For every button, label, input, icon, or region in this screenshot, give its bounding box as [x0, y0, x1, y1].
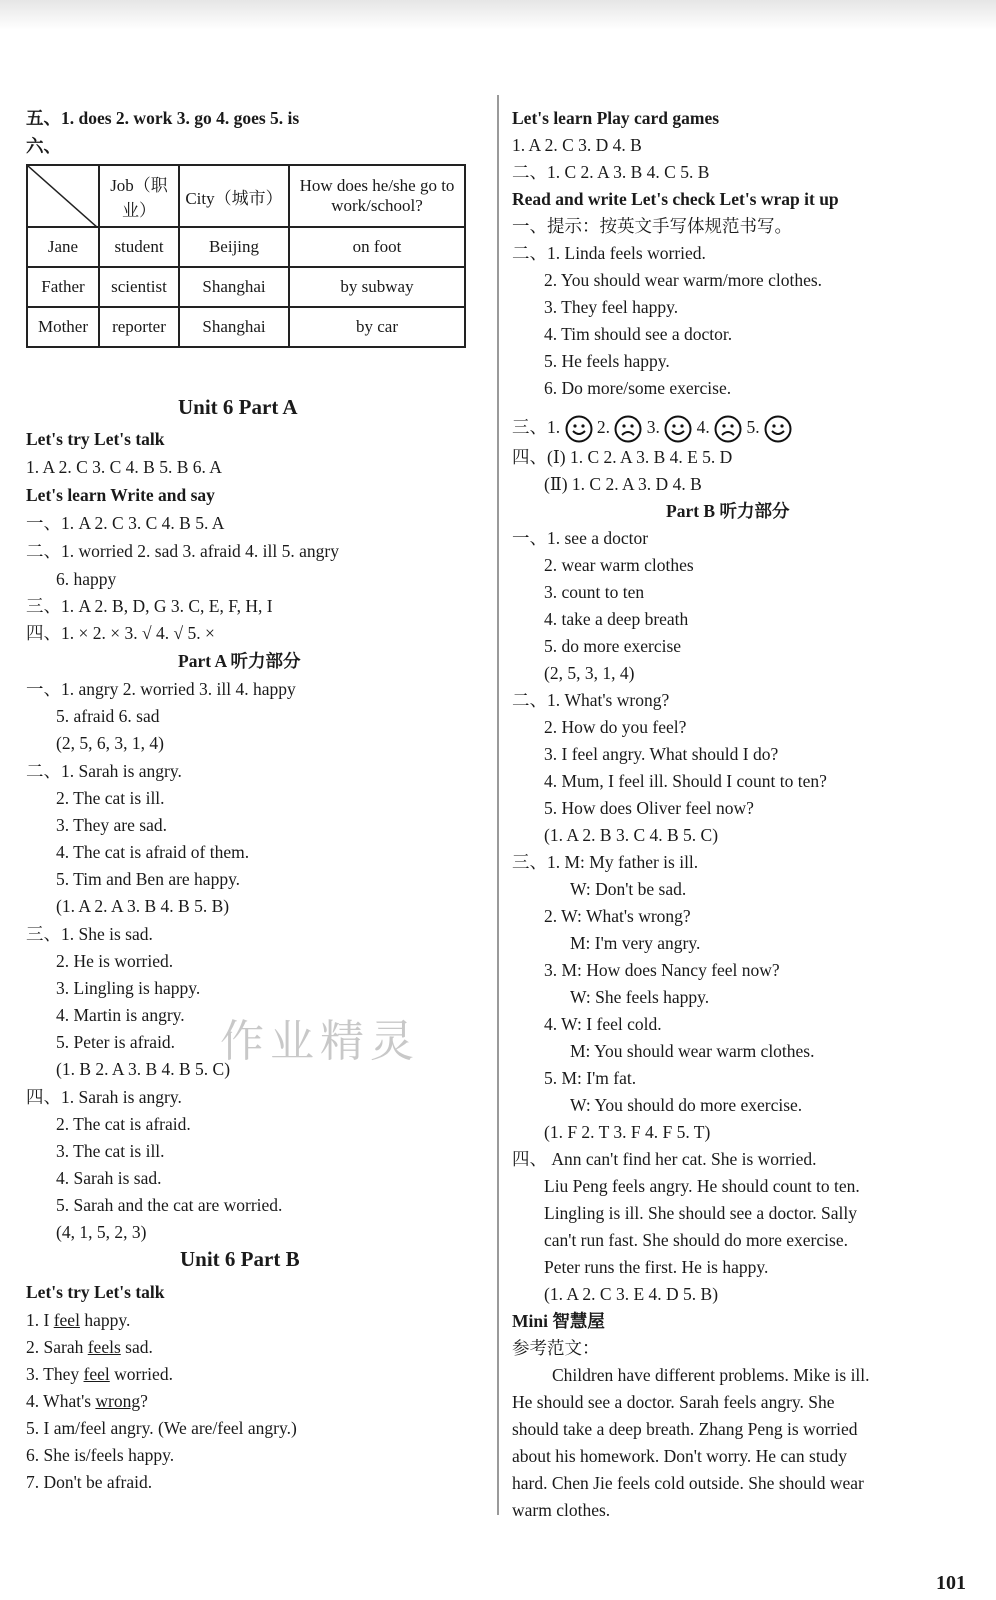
answer-line: W: She feels happy.: [570, 987, 710, 1007]
sad-face-icon: [614, 415, 642, 443]
cell: scientist: [99, 267, 179, 307]
answer-line: 四、(Ⅰ) 1. C 2. A 3. B 4. E 5. D: [512, 447, 733, 467]
section-heading: Read and write Let's check Let's wrap it up: [512, 189, 839, 209]
answer-line: 4. The cat is afraid of them.: [56, 842, 250, 862]
cell: Jane: [27, 227, 99, 267]
answer-line: M: You should wear warm clothes.: [570, 1041, 815, 1061]
answer-line: 一、提示：按英文手写体规范书写。: [512, 216, 792, 236]
answer-line: 5. Tim and Ben are happy.: [56, 869, 241, 889]
answer-line: 4. Mum, I feel ill. Should I count to ten?: [544, 771, 827, 791]
header-how: How does he/she go to work/school?: [289, 165, 465, 227]
answer-line: 二、1. worried 2. sad 3. afraid 4. ill 5. angry: [26, 541, 339, 561]
table-row: [27, 307, 465, 347]
answer-line: 三、1. She is sad.: [26, 924, 153, 944]
essay-line: warm clothes.: [512, 1500, 611, 1520]
table-row: [27, 227, 465, 267]
answer-line: 3. count to ten: [544, 582, 645, 602]
answer-line: 2. The cat is ill.: [56, 788, 165, 808]
table-corner: [27, 165, 99, 227]
answer-line: Peter runs the first. He is happy.: [544, 1257, 769, 1277]
answer-line: 5. afraid 6. sad: [56, 706, 160, 726]
essay-line: Children have different problems. Mike is ill.: [552, 1365, 870, 1385]
top-shadow: [0, 0, 996, 30]
sad-face-icon: [714, 415, 742, 443]
left-l1: 五、1. does 2. work 3. go 4. goes 5. is: [26, 108, 300, 128]
answer-line: (1. A 2. C 3. E 4. D 5. B): [544, 1284, 719, 1304]
answer-line: 4. take a deep breath: [544, 609, 689, 629]
answer-line: 2. wear warm clothes: [544, 555, 694, 575]
answer-line: 3. They are sad.: [56, 815, 167, 835]
cell: Father: [27, 267, 99, 307]
answer-line: 2. The cat is afraid.: [56, 1114, 191, 1134]
answer-line: Liu Peng feels angry. He should count to ten.: [544, 1176, 860, 1196]
answer-line: 四、 Ann can't find her cat. She is worried.: [512, 1149, 817, 1169]
answer-line: 4. Martin is angry.: [56, 1005, 185, 1025]
answer-line: W: Don't be sad.: [570, 879, 687, 899]
answer-line: 一、1. angry 2. worried 3. ill 4. happy: [26, 679, 296, 699]
answer-line: (1. F 2. T 3. F 4. F 5. T): [544, 1122, 711, 1142]
title-unit6-part-b: Unit 6 Part B: [180, 1247, 300, 1271]
section-heading: Let's learn Write and say: [26, 485, 215, 505]
essay-line: about his homework. Don't worry. He can study: [512, 1446, 847, 1466]
diagonal-line: [28, 166, 98, 228]
answer-line: 6. Do more/some exercise.: [544, 378, 732, 398]
transport-table: [26, 164, 466, 348]
column-divider: [497, 95, 499, 1515]
answer-line: (1. A 2. B 3. C 4. B 5. C): [544, 825, 719, 845]
cell: on foot: [289, 227, 465, 267]
answer-line: 一、1. see a doctor: [512, 528, 649, 548]
answer-line: 3. They feel worried.: [26, 1364, 173, 1384]
answer-line: 6. She is/feels happy.: [26, 1445, 175, 1465]
essay-line: He should see a doctor. Sarah feels angry. She: [512, 1392, 835, 1412]
answer-line: 4. Tim should see a doctor.: [544, 324, 733, 344]
happy-face-icon: [664, 415, 692, 443]
happy-face-icon: [764, 415, 792, 443]
cell: Shanghai: [179, 307, 289, 347]
answer-line: 4. Sarah is sad.: [56, 1168, 162, 1188]
answer-line: W: You should do more exercise.: [570, 1095, 803, 1115]
cell: by car: [289, 307, 465, 347]
answer-line: 二、1. What's wrong?: [512, 690, 670, 710]
answer-line: 5. Peter is afraid.: [56, 1032, 176, 1052]
answer-line: (1. A 2. A 3. B 4. B 5. B): [56, 896, 230, 916]
answer-line: 5. do more exercise: [544, 636, 682, 656]
happy-face-icon: [565, 415, 593, 443]
cell: student: [99, 227, 179, 267]
answer-line: 4. What's wrong?: [26, 1391, 148, 1411]
answer-line: 3. Lingling is happy.: [56, 978, 201, 998]
essay-line: hard. Chen Jie feels cold outside. She should wear: [512, 1473, 864, 1493]
answer-line: can't run fast. She should do more exercise.: [544, 1230, 848, 1250]
cell: Shanghai: [179, 267, 289, 307]
answer-line: 一、1. A 2. C 3. C 4. B 5. A: [26, 513, 225, 533]
answer-line: 6. happy: [56, 569, 117, 589]
essay-line: should take a deep breath. Zhang Peng is worried: [512, 1419, 858, 1439]
sub-heading: Part A 听力部分: [178, 651, 301, 671]
answer-line: 3. They feel happy.: [544, 297, 679, 317]
section-heading: Mini 智慧屋: [512, 1311, 605, 1331]
answer-line: 5. He feels happy.: [544, 351, 670, 371]
answer-line: M: I'm very angry.: [570, 933, 701, 953]
answer-line: 二、1. C 2. A 3. B 4. C 5. B: [512, 162, 710, 182]
answer-line: 5. How does Oliver feel now?: [544, 798, 754, 818]
section-heading: Let's try Let's talk: [26, 1282, 165, 1302]
header-city: City（城市）: [179, 165, 289, 227]
header-job: Job（职业）: [99, 165, 179, 227]
answer-line: 3. M: How does Nancy feel now?: [544, 960, 780, 980]
watermark: 作业精灵: [220, 1016, 420, 1067]
left-l2: 六、: [26, 136, 61, 156]
answer-line: (1. B 2. A 3. B 4. B 5. C): [56, 1059, 231, 1079]
answer-line: 3. I feel angry. What should I do?: [544, 744, 779, 764]
answer-line: 二、1. Sarah is angry.: [26, 761, 182, 781]
answer-line: 2. How do you feel?: [544, 717, 687, 737]
answer-line: (4, 1, 5, 2, 3): [56, 1222, 147, 1242]
answer-line: 2. W: What's wrong?: [544, 906, 691, 926]
answer-line: 二、1. Linda feels worried.: [512, 243, 706, 263]
answer-line: 2. He is worried.: [56, 951, 174, 971]
answer-line: 2. You should wear warm/more clothes.: [544, 270, 823, 290]
answer-line: 四、1. × 2. × 3. √ 4. √ 5. ×: [26, 623, 215, 643]
page-number: 101: [936, 1572, 966, 1594]
answer-line: 参考范文：: [512, 1338, 600, 1358]
answer-line: (2, 5, 3, 1, 4): [544, 663, 635, 683]
answer-line: 三、1. A 2. B, D, G 3. C, E, F, H, I: [26, 596, 273, 616]
cell: by subway: [289, 267, 465, 307]
answer-line: 四、1. Sarah is angry.: [26, 1087, 182, 1107]
answer-line: 5. Sarah and the cat are worried.: [56, 1195, 283, 1215]
faces-answer-line: 三、1. 2. 3. 4. 5.: [512, 412, 792, 443]
cell: Mother: [27, 307, 99, 347]
answer-line: Lingling is ill. She should see a doctor. Sally: [544, 1203, 858, 1223]
answer-line: (Ⅱ) 1. C 2. A 3. D 4. B: [544, 474, 702, 494]
cell: Beijing: [179, 227, 289, 267]
section-heading: Let's learn Play card games: [512, 108, 720, 128]
answer-line: (2, 5, 6, 3, 1, 4): [56, 733, 164, 753]
answer-line: 4. W: I feel cold.: [544, 1014, 662, 1034]
cell: reporter: [99, 307, 179, 347]
table-row: [27, 267, 465, 307]
answer-line: 1. A 2. C 3. D 4. B: [512, 135, 642, 155]
answer-line: 5. I am/feel angry. (We are/feel angry.): [26, 1418, 297, 1438]
answer-line: 5. M: I'm fat.: [544, 1068, 637, 1088]
answer-line: 3. The cat is ill.: [56, 1141, 165, 1161]
sub-heading: Part B 听力部分: [666, 501, 790, 521]
answer-line: 7. Don't be afraid.: [26, 1472, 153, 1492]
answer-line: 2. Sarah feels sad.: [26, 1337, 153, 1357]
answer-line: 1. I feel happy.: [26, 1310, 131, 1330]
answer-line: 三、1. M: My father is ill.: [512, 852, 699, 872]
title-unit6-part-a: Unit 6 Part A: [178, 395, 298, 419]
section-heading: Let's try Let's talk: [26, 429, 165, 449]
answer-line: 1. A 2. C 3. C 4. B 5. B 6. A: [26, 457, 222, 477]
